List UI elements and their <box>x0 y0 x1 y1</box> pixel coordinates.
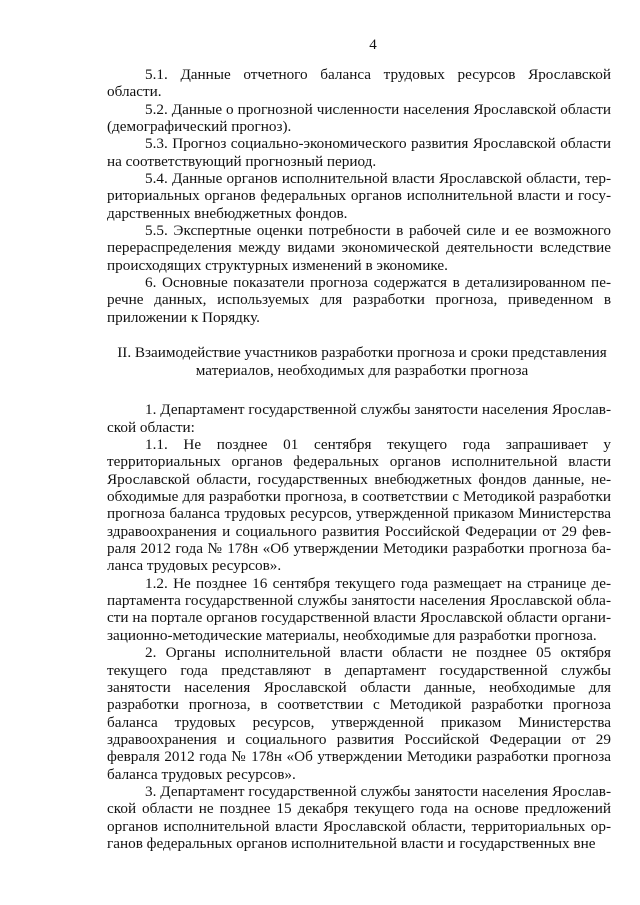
page-number: 4 <box>369 37 377 53</box>
paragraph-1: 1. Департамент государственной службы занятости населения Ярославской области: <box>107 401 611 436</box>
section-2-heading-line-2: материалов, необходимых для разработки прогноза <box>195 361 529 379</box>
paragraph-1-1: 1.1. Не позднее 01 сентября текущего года запрашивает у территориальных органов федеральных органов исполнительной власти Ярославской области, государственных внебюджетных фондов данные, необходимые для разработки прогноза, в соответствии с Методикой разработки прогноза баланса трудовых ресурсов, утвержденной приказом Министерства здравоохранения и социального развития Российской Федерации от 29 февраля 2012 года № 178н «Об утверждении Методики разработки прогноза баланса трудовых ресурсов». <box>107 436 611 575</box>
paragraph-2: 2. Органы исполнительной власти области не позднее 05 октября текущего года представляют в департамент государственной службы занятости населения Ярославской области данные, необходимые для разработки прогноза, в соответствии с Методикой разработки прогноза баланса трудовых ресурсов, утвержденной приказом Министерства здравоохранения и социального развития Российской Федерации от 29 февраля 2012 года № 178н «Об утверждении Методики разработки прогноза баланса трудовых ресурсов». <box>107 644 611 783</box>
paragraph-6: 6. Основные показатели прогноза содержатся в детализированном перечне данных, используемых для разработки прогноза, приведенном в приложении к Порядку. <box>107 274 611 326</box>
paragraph-5-1: 5.1. Данные отчетного баланса трудовых ресурсов Ярославской области. <box>107 66 611 101</box>
paragraph-3: 3. Департамент государственной службы занятости населения Ярославской области не позднее 15 декабря текущего года на основе предложений органов исполнительной власти Ярославской области, территориальных органов федеральных органов исполнительной власти и государственных вне <box>107 782 611 852</box>
document-page <box>107 36 611 852</box>
paragraph-5-4: 5.4. Данные органов исполнительной власти Ярославской области, территориальных органов федеральных органов исполнительной власти и государственных внебюджетных фондов. <box>107 170 611 222</box>
paragraph-1-2: 1.2. Не позднее 16 сентября текущего года размещает на странице департамента государственной службы занятости населения Ярославской области на портале органов государственной власти Ярославской области организационно-методические материалы, необходимые для разработки прогноза. <box>107 574 611 644</box>
section-1-body <box>107 66 611 326</box>
section-2-body <box>107 401 611 852</box>
section-2-heading-line-1: II. Взаимодействие участников разработки прогноза и сроки представления <box>117 344 607 362</box>
section-2-heading <box>107 344 611 379</box>
paragraph-5-2: 5.2. Данные о прогнозной численности населения Ярославской области (демографический прогноз). <box>107 100 611 136</box>
paragraph-5-5: 5.5. Экспертные оценки потребности в рабочей силе и ее возможного перераспределения между видами экономической деятельности вследствие происходящих структурных изменений в экономике. <box>107 222 611 274</box>
paragraph-5-3: 5.3. Прогноз социально-экономического развития Ярославской области на соответствующий прогнозный период. <box>107 135 611 170</box>
